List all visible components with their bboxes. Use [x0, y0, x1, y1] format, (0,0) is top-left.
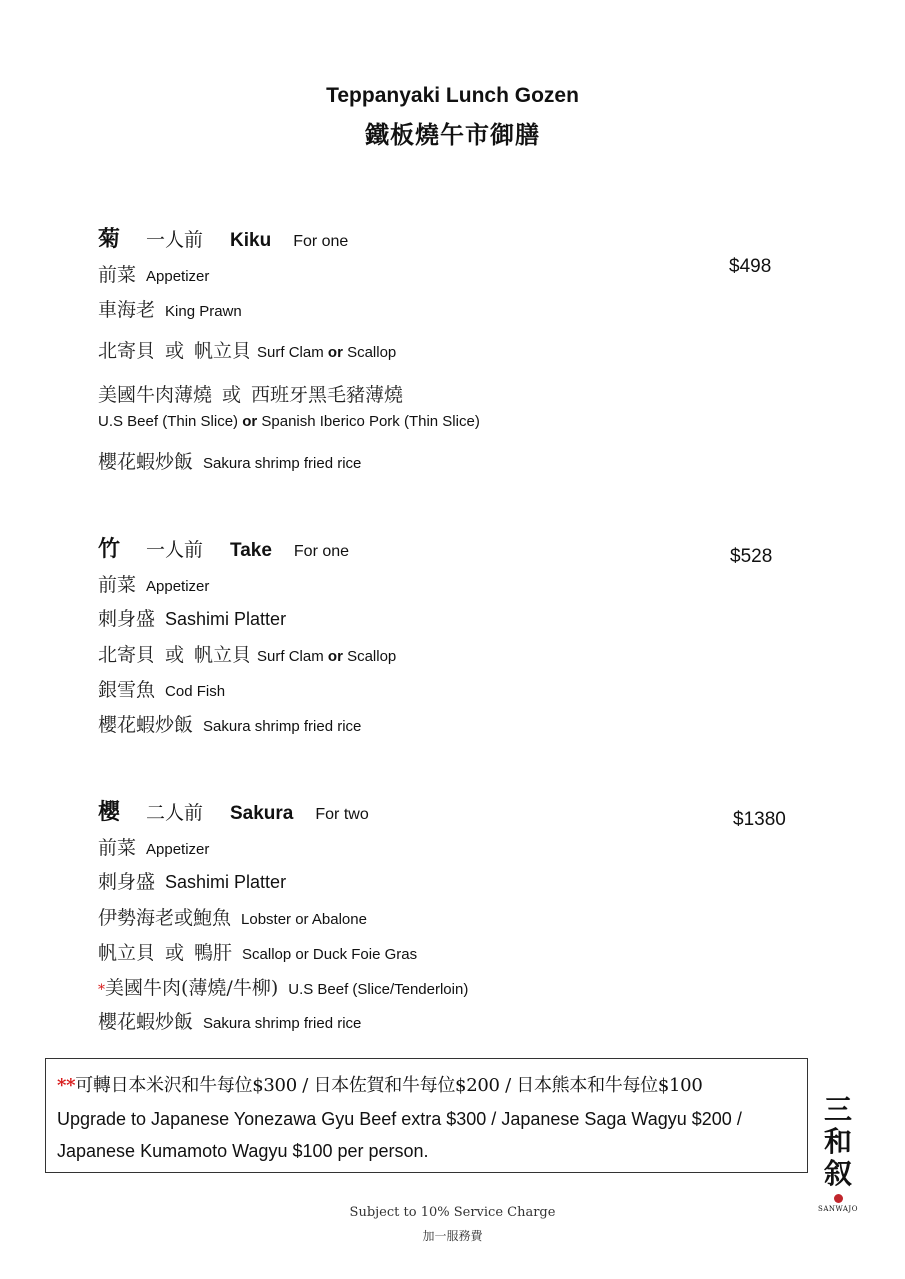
course-count: 一人前 [146, 229, 204, 251]
double-asterisk-mark: ** [57, 1075, 76, 1096]
service-charge-zh: 加一服務費 [422, 1229, 483, 1243]
course-name: Take [230, 540, 272, 561]
item-zh: 前菜 [98, 264, 137, 286]
item-en: U.S Beef (Slice/Tenderloin) [288, 981, 469, 998]
item-en: Appetizer [146, 268, 210, 285]
item-en: King Prawn [165, 303, 242, 320]
course-price-kiku: $498 [729, 256, 772, 277]
item-zh: 前菜 [98, 574, 137, 596]
item-en: Scallop or Duck Foie Gras [242, 946, 418, 963]
course-price-take: $528 [730, 546, 773, 567]
item-en-a: U.S Beef (Thin Slice) [98, 413, 239, 430]
item-en-b: Spanish Iberico Pork (Thin Slice) [261, 413, 480, 430]
course-name: Sakura [230, 803, 294, 824]
item-zh-b: 西班牙黑毛豬薄燒 [251, 384, 404, 406]
item-en-or: or [327, 344, 343, 361]
logo-char: 三 [823, 1093, 852, 1126]
item-zh: 銀雪魚 [98, 679, 156, 701]
item-en: Sakura shrimp fried rice [203, 455, 362, 472]
item-zh-or: 或 [165, 644, 185, 666]
item-zh: 刺身盛 [98, 871, 156, 893]
course-char: 櫻 [98, 800, 121, 825]
item-zh-b: 帆立貝 [194, 644, 252, 666]
menu-item [98, 260, 209, 287]
item-zh: 美國牛肉(薄燒/牛柳) [105, 977, 279, 999]
course-count: 二人前 [146, 802, 204, 824]
item-en: Cod Fish [165, 683, 226, 700]
menu-item [98, 640, 396, 667]
item-zh-a: 北寄貝 [98, 644, 156, 666]
menu-item [98, 973, 468, 1000]
item-zh: 伊勢海老或鮑魚 [98, 907, 232, 929]
menu-title-zh: 鐵板燒午市御膳 [365, 122, 540, 149]
menu-item [98, 295, 242, 322]
upgrade-text-zh: 可轉日本米沢和牛每位$300 / 日本佐賀和牛每位$200 / 日本熊本和牛每位$100 [75, 1075, 703, 1096]
item-en: Appetizer [146, 578, 210, 595]
course-header-take [98, 532, 349, 563]
course-name: Kiku [230, 230, 272, 251]
course-char: 菊 [98, 227, 121, 252]
menu-item [98, 336, 396, 363]
item-en-or: or [242, 413, 258, 430]
item-zh: 櫻花蝦炒飯 [98, 451, 194, 473]
menu-item [98, 938, 417, 965]
item-zh-b: 鴨肝 [194, 942, 233, 964]
menu-item [98, 867, 286, 894]
menu-item [98, 570, 209, 597]
course-serves: For one [293, 233, 349, 250]
logo-wordmark: SANWAJO [818, 1205, 858, 1213]
item-en-a: Surf Clam [257, 344, 324, 361]
asterisk-mark: * [98, 982, 105, 998]
item-zh-or: 或 [222, 384, 242, 406]
course-serves: For one [293, 543, 350, 560]
menu-item [98, 833, 209, 860]
logo-char: 和 [823, 1125, 852, 1158]
menu-item [98, 675, 225, 702]
item-zh: 刺身盛 [98, 608, 156, 630]
item-zh-a: 北寄貝 [98, 340, 156, 362]
item-zh-a: 帆立貝 [98, 942, 156, 964]
logo-seal-icon [834, 1194, 843, 1203]
course-header-sakura [98, 795, 369, 826]
course-count: 一人前 [146, 539, 204, 561]
item-zh: 前菜 [98, 837, 137, 859]
menu-item [98, 447, 361, 474]
item-en-b: Scallop [347, 648, 397, 665]
menu-item [98, 604, 286, 631]
course-char: 竹 [98, 537, 121, 562]
upgrade-notice-box [45, 1058, 808, 1173]
item-en: Lobster or Abalone [241, 911, 367, 928]
course-price-sakura: $1380 [733, 809, 786, 830]
item-zh: 櫻花蝦炒飯 [98, 1011, 194, 1033]
item-en: Sakura shrimp fried rice [203, 1015, 362, 1032]
item-en: Appetizer [146, 841, 210, 858]
menu-item-en-line [98, 413, 480, 430]
item-zh: 車海老 [98, 299, 156, 321]
item-en-b: Scallop [347, 344, 397, 361]
menu-title-en: Teppanyaki Lunch Gozen [326, 84, 579, 107]
menu-item-zh-line [98, 380, 413, 407]
item-zh-b: 帆立貝 [194, 340, 252, 362]
course-serves: For two [315, 806, 369, 823]
menu-item [98, 903, 367, 930]
item-zh: 櫻花蝦炒飯 [98, 714, 194, 736]
logo-char: 叙 [823, 1157, 852, 1190]
upgrade-notice-zh [57, 1071, 797, 1097]
item-en: Sashimi Platter [165, 872, 287, 892]
item-en-or: or [327, 648, 343, 665]
menu-item [98, 710, 361, 737]
item-en-a: Surf Clam [257, 648, 324, 665]
item-zh-a: 美國牛肉薄燒 [98, 384, 213, 406]
service-charge-en: Subject to 10% Service Charge [349, 1205, 556, 1220]
item-en: Sashimi Platter [165, 609, 287, 629]
item-zh-or: 或 [165, 942, 185, 964]
item-zh-or: 或 [165, 340, 185, 362]
item-en: Sakura shrimp fried rice [203, 718, 362, 735]
course-header-kiku [98, 222, 348, 253]
upgrade-text-en: Upgrade to Japanese Yonezawa Gyu Beef extra $300 / Japanese Saga Wagyu $200 / Japanese Kumamoto Wagyu $100 per person. [57, 1109, 742, 1161]
menu-item [98, 1007, 361, 1034]
